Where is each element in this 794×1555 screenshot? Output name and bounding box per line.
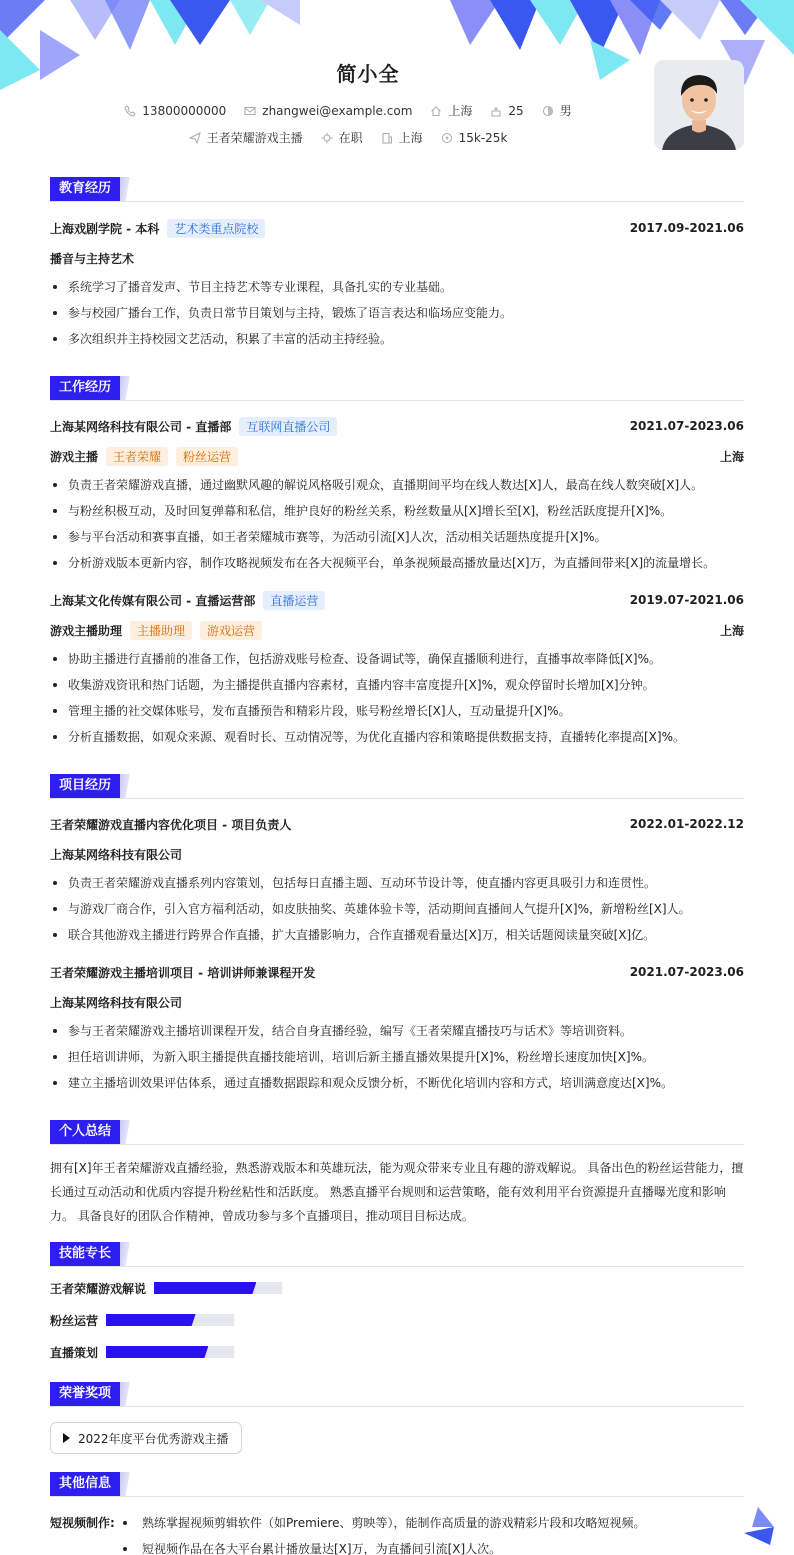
awards-section: [50, 1382, 744, 1454]
company-name: 上海某网络科技有限公司 - 直播部: [50, 419, 232, 434]
work-bullets: [50, 472, 744, 576]
work-bullets: [50, 646, 744, 750]
award-text: 2022年度平台优秀游戏主播: [78, 1431, 229, 1446]
section-header: [50, 177, 744, 201]
skill-name: 王者荣耀游戏解说: [50, 1281, 147, 1296]
list-item: 协助主播进行直播前的准备工作，包括游戏账号检查、设备调试等，确保直播顺利进行，直播事故率降低[X]%。: [50, 646, 744, 672]
corner-decoration: [740, 1505, 780, 1545]
phone-icon: [124, 105, 136, 117]
skill-bar-fill: [154, 1282, 256, 1294]
list-item: 担任培训讲师，为新入职主播提供直播技能培训，培训后新主播直播效果提升[X]%，粉丝增长速度加快[X]%。: [50, 1044, 744, 1070]
salary-icon: [441, 132, 453, 144]
divider: [50, 1406, 744, 1407]
section-title-decoration: [120, 1472, 132, 1496]
age-text: 25: [508, 103, 524, 118]
project-name: 王者荣耀游戏直播内容优化项目 - 项目负责人: [50, 817, 292, 832]
divider: [50, 1144, 744, 1145]
skill-bar-fill: [106, 1314, 196, 1326]
salary-text: 15k-25k: [458, 130, 508, 145]
other-section: [50, 1472, 744, 1555]
avatar-photo: [654, 60, 744, 150]
divider: [50, 1266, 744, 1267]
building-icon: [381, 132, 393, 144]
section-header: [50, 774, 744, 798]
company-tag: 直播运营: [263, 591, 325, 610]
project-entry-header: [50, 962, 744, 982]
award-item: [50, 1422, 242, 1454]
skill-item: [50, 1312, 403, 1328]
section-header: [50, 1472, 744, 1496]
email-text: zhangwei@example.com: [262, 103, 413, 118]
list-item: 多次组织并主持校园文艺活动，积累了丰富的活动主持经验。: [50, 326, 744, 352]
other-bullets: [120, 1510, 646, 1555]
projects-section: [50, 774, 744, 1096]
section-title: 项目经历: [50, 774, 120, 798]
project-date: 2021.07-2023.06: [629, 965, 744, 979]
divider: [50, 798, 744, 799]
list-item: 管理主播的社交媒体账号，发布直播预告和精彩片段，账号粉丝增长[X]人，互动量提升[X]%。: [50, 698, 744, 724]
section-header: [50, 376, 744, 400]
section-header: [50, 1382, 744, 1406]
divider: [50, 1496, 744, 1497]
list-item: 联合其他游戏主播进行跨界合作直播，扩大直播影响力，合作直播观看量达[X]万，相关话题阅读量突破[X]亿。: [50, 922, 744, 948]
list-item: 分析直播数据，如观众来源、观看时长、互动情况等，为优化直播内容和策略提供数据支持，直播转化率提高[X]%。: [50, 724, 744, 750]
section-title: 其他信息: [50, 1472, 120, 1496]
section-header: [50, 1242, 744, 1266]
summary-text: 拥有[X]年王者荣耀游戏直播经验，熟悉游戏版本和英雄玩法，能为观众带来专业且有趣的游戏解说。 具备出色的粉丝运营能力，擅长通过互动活动和优质内容提升粉丝粘性和活跃度。 熟悉直播平台规则和运营策略，能有效利用平台资源提升直播曝光度和影响力。 具备良好的团队合作精神，曾成功参与多个直播项目，推动项目目标达成。: [50, 1161, 744, 1223]
home-icon: [430, 105, 442, 117]
work-city: 上海: [719, 623, 744, 638]
role-row: [50, 446, 744, 466]
send-icon: [189, 132, 201, 144]
role-tag: 主播助理: [130, 621, 192, 640]
work-entry-header: [50, 590, 744, 610]
project-bullets: [50, 1018, 744, 1096]
role-name: 游戏主播: [50, 449, 99, 464]
status-icon: [321, 132, 333, 144]
gender-text: 男: [559, 104, 572, 118]
education-bullets: [50, 274, 744, 352]
section-title: 个人总结: [50, 1120, 120, 1144]
list-item: 参与平台活动和赛事直播，如王者荣耀城市赛等，为活动引流[X]人次，活动相关话题热度提升[X]%。: [50, 524, 744, 550]
skill-bar: [154, 1282, 282, 1294]
triangle-icon: [63, 1433, 70, 1443]
company-tag: 互联网直播公司: [239, 417, 337, 436]
role-tag: 王者荣耀: [106, 447, 168, 466]
role-tag: 游戏运营: [200, 621, 262, 640]
section-title: 荣誉奖项: [50, 1382, 120, 1406]
list-item: 参与王者荣耀游戏主播培训课程开发，结合自身直播经验，编写《王者荣耀直播技巧与话术》等培训资料。: [50, 1018, 744, 1044]
work-date: 2019.07-2021.06: [629, 593, 744, 607]
job-intent-row: [0, 129, 696, 146]
list-item: 与粉丝积极互动，及时回复弹幕和私信，维护良好的粉丝关系，粉丝数量从[X]增长至[X]，粉丝活跃度提升[X]%。: [50, 498, 744, 524]
project-org: 上海某网络科技有限公司: [50, 995, 183, 1010]
list-item: 参与校园广播台工作，负责日常节目策划与主持，锻炼了语言表达和临场应变能力。: [50, 300, 744, 326]
work-entry-header: [50, 416, 744, 436]
divider: [50, 201, 744, 202]
other-label: 短视频制作:: [50, 1516, 115, 1530]
project-bullets: [50, 870, 744, 948]
company-name: 上海某文化传媒有限公司 - 直播运营部: [50, 593, 256, 608]
project-org-row: [50, 844, 744, 864]
target-job-text: 王者荣耀游戏主播: [206, 131, 303, 145]
cake-icon: [490, 105, 502, 117]
list-item: 负责王者荣耀游戏直播系列内容策划，包括每日直播主题、互动环节设计等，使直播内容更具吸引力和连贯性。: [50, 870, 744, 896]
work-city: 上海: [719, 449, 744, 464]
education-section: [50, 177, 744, 352]
contact-row: [0, 102, 696, 119]
summary-section: [50, 1120, 744, 1228]
skill-name: 直播策划: [50, 1345, 99, 1360]
section-title-decoration: [120, 376, 132, 400]
skill-bar: [106, 1346, 234, 1358]
school-tag: 艺术类重点院校: [167, 219, 265, 238]
skill-item: [50, 1344, 403, 1360]
role-name: 游戏主播助理: [50, 623, 123, 638]
work-date: 2021.07-2023.06: [629, 419, 744, 433]
education-entry-header: [50, 218, 744, 238]
major-name: 播音与主持艺术: [50, 251, 135, 266]
skill-bar-fill: [106, 1346, 208, 1358]
avatar: [654, 60, 744, 150]
list-item: 建立主播培训效果评估体系，通过直播数据跟踪和观众反馈分析，不断优化培训内容和方式，培训满意度达[X]%。: [50, 1070, 744, 1096]
section-title: 技能专长: [50, 1242, 120, 1266]
skills-section: [50, 1242, 744, 1360]
role-tag: 粉丝运营: [176, 447, 238, 466]
list-item: 系统学习了播音发声、节目主持艺术等专业课程，具备扎实的专业基础。: [50, 274, 744, 300]
work-section: [50, 376, 744, 750]
skill-item: [50, 1280, 403, 1296]
divider: [50, 400, 744, 401]
school-name: 上海戏剧学院 - 本科: [50, 221, 160, 236]
other-info: [50, 1510, 744, 1555]
project-org: 上海某网络科技有限公司: [50, 847, 183, 862]
list-item: 收集游戏资讯和热门话题，为主播提供直播内容素材，直播内容丰富度提升[X]%，观众停留时长增加[X]分钟。: [50, 672, 744, 698]
major-row: [50, 248, 744, 268]
status-text: 在职: [338, 131, 363, 145]
role-row: [50, 620, 744, 640]
email-icon: [244, 105, 256, 117]
section-title-decoration: [120, 1242, 132, 1266]
section-title: 工作经历: [50, 376, 120, 400]
section-title-decoration: [120, 1382, 132, 1406]
project-date: 2022.01-2022.12: [629, 817, 744, 831]
project-entry-header: [50, 814, 744, 834]
list-item: 分析游戏版本更新内容，制作攻略视频发布在各大视频平台，单条视频最高播放量达[X]万，为直播间带来[X]的流量增长。: [50, 550, 744, 576]
resume-body: [50, 177, 744, 1555]
section-title-decoration: [120, 177, 132, 201]
resume-header: [0, 0, 794, 160]
skills-list: [50, 1280, 744, 1360]
education-date: 2017.09-2021.06: [629, 221, 744, 235]
skill-bar: [106, 1314, 234, 1326]
phone-text: 13800000000: [142, 103, 227, 118]
section-title-decoration: [120, 774, 132, 798]
skill-name: 粉丝运营: [50, 1313, 99, 1328]
target-city-text: 上海: [398, 131, 423, 145]
project-org-row: [50, 992, 744, 1012]
candidate-name: 简小全: [336, 62, 400, 86]
section-header: [50, 1120, 744, 1144]
list-item: 熟练掌握视频剪辑软件（如Premiere、剪映等），能制作高质量的游戏精彩片段和攻略短视频。: [120, 1510, 646, 1536]
list-item: 短视频作品在各大平台累计播放量达[X]万，为直播间引流[X]人次。: [120, 1536, 646, 1555]
list-item: 负责王者荣耀游戏直播，通过幽默风趣的解说风格吸引观众，直播期间平均在线人数达[X]人，最高在线人数突破[X]人。: [50, 472, 744, 498]
gender-icon: [542, 105, 554, 117]
project-name: 王者荣耀游戏主播培训项目 - 培训讲师兼课程开发: [50, 965, 316, 980]
location-text: 上海: [448, 104, 473, 118]
section-title: 教育经历: [50, 177, 120, 201]
section-title-decoration: [120, 1120, 132, 1144]
list-item: 与游戏厂商合作，引入官方福利活动，如皮肤抽奖、英雄体验卡等，活动期间直播间人气提升[X]%，新增粉丝[X]人。: [50, 896, 744, 922]
